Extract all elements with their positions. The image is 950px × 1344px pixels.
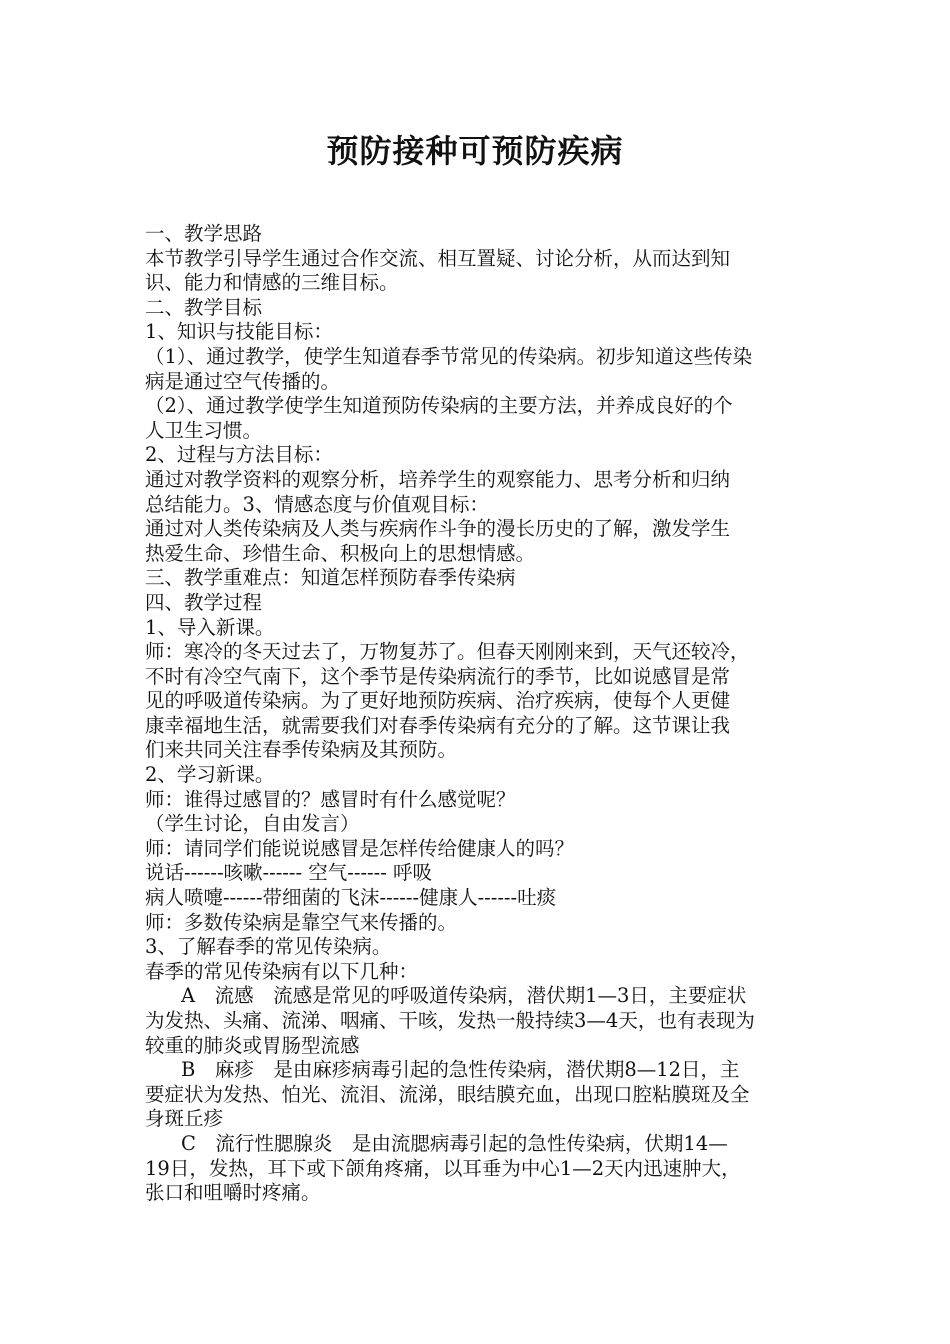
paragraph-line: 师：谁得过感冒的？感冒时有什么感觉呢？ — [145, 787, 516, 811]
paragraph-line: 通过对教学资料的观察分析，培养学生的观察能力、思考分析和归纳 — [145, 467, 731, 491]
paragraph-line: （1）、通过教学，使学生知道春季节常见的传染病。初步知道这些传染 — [145, 344, 753, 368]
paragraph-line: 为发热、头痛、流涕、咽痛、干咳，发热一般持续3—4天，也有表现为 — [145, 1009, 755, 1032]
paragraph-line: 说话------咳嗽------ 空气------ 呼吸 — [145, 861, 432, 885]
subsection-heading: 1、导入新课。 — [145, 615, 275, 639]
document-body — [145, 222, 815, 1206]
paragraph-line: 热爱生命、珍惜生命、积极向上的思想情感。 — [145, 541, 536, 565]
section-heading: 四、教学过程 — [145, 590, 263, 614]
paragraph-line: 张口和咀嚼时疼痛。 — [145, 1181, 321, 1205]
paragraph-line: 师：寒冷的冬天过去了，万物复苏了。但春天刚刚来到，天气还较冷， — [145, 640, 750, 664]
subsection-heading: 3、了解春季的常见传染病。 — [145, 935, 392, 959]
subsection-heading: 1、知识与技能目标： — [145, 320, 333, 344]
section-heading: 二、教学目标 — [145, 295, 263, 319]
paragraph-line: （学生讨论，自由发言） — [145, 812, 360, 836]
list-item-b: B 麻疹 是由麻疹病毒引起的急性传染病，潜伏期8—12日，主 — [181, 1058, 740, 1082]
paragraph-line: 识、能力和情感的三维目标。 — [145, 271, 399, 295]
document-title: 预防接种可预防疾病 — [326, 132, 624, 170]
paragraph-line: （2）、通过教学使学生知道预防传染病的主要方法，并养成良好的个 — [145, 394, 733, 418]
list-item-a: A 流感 流感是常见的呼吸道传染病，潜伏期1—3日，主要症状 — [181, 984, 747, 1008]
paragraph-line: 们来共同关注春季传染病及其预防。 — [145, 738, 458, 762]
subsection-heading: 2、过程与方法目标： — [145, 443, 333, 467]
subsection-heading: 2、学习新课。 — [145, 763, 275, 787]
paragraph-line: 身斑丘疹 — [145, 1107, 224, 1131]
paragraph-line: 师：多数传染病是靠空气来传播的。 — [145, 910, 458, 934]
paragraph-line: 较重的肺炎或胃肠型流感 — [145, 1033, 360, 1057]
paragraph-line: 通过对人类传染病及人类与疾病作斗争的漫长历史的了解，激发学生 — [145, 517, 731, 541]
section-heading: 一、教学思路 — [145, 222, 263, 245]
section-heading: 三、教学重难点：知道怎样预防春季传染病 — [145, 566, 516, 590]
paragraph-line: 病是通过空气传播的。 — [145, 369, 341, 393]
paragraph-line: 师：请同学们能说说感冒是怎样传给健康人的吗？ — [145, 836, 575, 860]
list-item-c: C 流行性腮腺炎 是由流腮病毒引起的急性传染病，伏期14— — [181, 1131, 728, 1155]
paragraph-line: 病人喷嚏------带细菌的飞沫------健康人------吐痰 — [145, 886, 557, 910]
paragraph-line: 不时有冷空气南下，这个季节是传染病流行的季节，比如说感冒是常 — [145, 664, 731, 688]
paragraph-line: 总结能力。3、情感态度与价值观目标： — [145, 492, 489, 516]
paragraph-line: 春季的常见传染病有以下几种： — [145, 959, 419, 983]
paragraph-line: 见的呼吸道传染病。为了更好地预防疾病、治疗疾病，使每个人更健 — [145, 689, 731, 713]
paragraph-line: 本节教学引导学生通过合作交流、相互置疑、讨论分析，从而达到知 — [145, 246, 731, 270]
paragraph-line: 人卫生习惯。 — [145, 418, 263, 442]
paragraph-line: 康幸福地生活，就需要我们对春季传染病有充分的了解。这节课让我 — [145, 713, 731, 737]
paragraph-line: 19日，发热，耳下或下颌角疼痛，以耳垂为中心1—2天内迅速肿大， — [145, 1156, 741, 1180]
paragraph-line: 要症状为发热、怕光、流泪、流涕，眼结膜充血，出现口腔粘膜斑及全 — [145, 1082, 750, 1106]
